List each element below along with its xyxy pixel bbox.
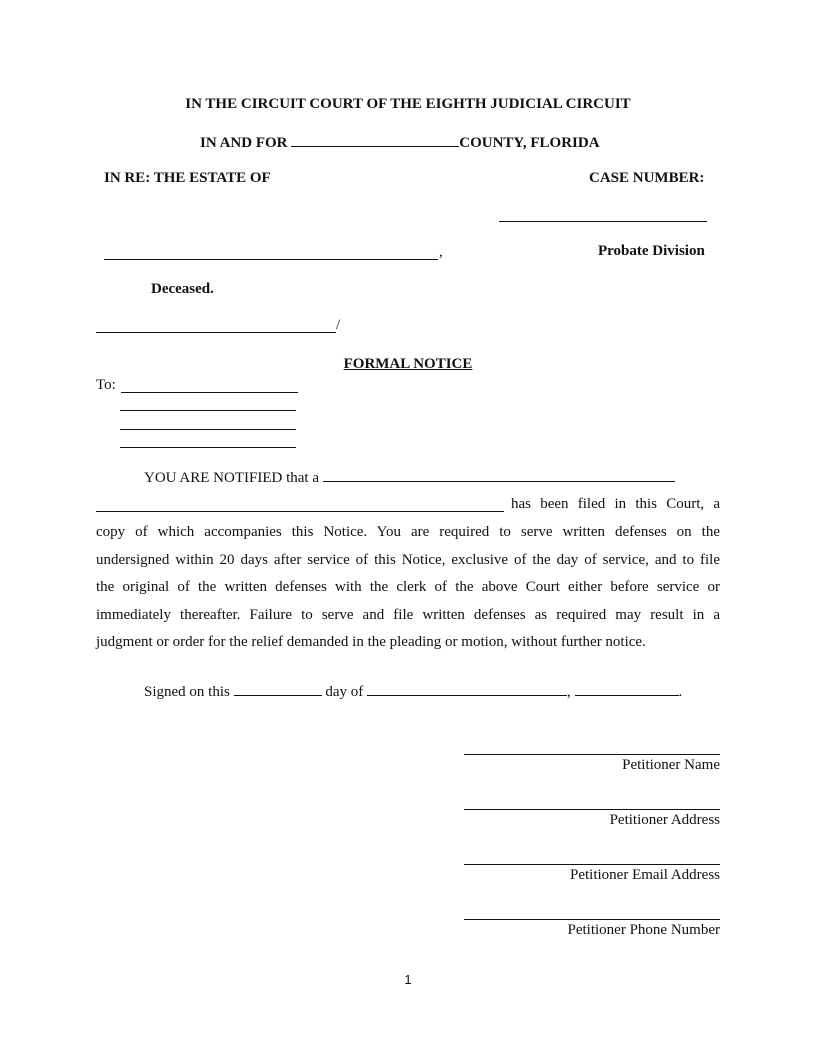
document-type-blank[interactable] [323,468,675,482]
county-prefix: IN AND FOR [200,135,292,151]
to-blank-3[interactable] [120,429,296,430]
body-line-5: the original of the written defenses with the clerk of the above Court either before service or [96,579,720,596]
body-line-2: has been filed in this Court, a [511,496,720,512]
page-number: 1 [404,972,412,987]
to-blank-4[interactable] [120,447,296,448]
court-title: IN THE CIRCUIT COURT OF THE EIGHTH JUDICIAL CIRCUIT [185,96,631,112]
caption-slash: / [336,317,341,333]
body-line-6: immediately thereafter. Failure to serve and file written defenses as required may result in a [96,606,720,623]
notice-paragraph [96,519,720,657]
petitioner-email-label: Petitioner Email Address [570,867,720,883]
petitioner-phone-label: Petitioner Phone Number [567,922,720,938]
notified-intro [144,468,675,487]
petitioner-address-label: Petitioner Address [609,812,720,828]
signed-prefix: Signed on this [144,684,234,700]
signed-line [144,682,682,701]
document-type-blank-2[interactable] [96,511,504,512]
signed-period: . [678,684,683,700]
in-re-label: IN RE: THE ESTATE OF [104,170,271,186]
to-blank-2[interactable] [120,410,296,411]
to-blank-1[interactable] [121,392,298,393]
county-blank[interactable] [291,133,459,147]
signed-day-blank[interactable] [234,682,322,696]
decedent-comma: , [439,244,443,260]
petitioner-phone-blank[interactable] [464,919,720,920]
signed-year-blank[interactable] [575,682,679,696]
body-line-7: judgment or order for the relief demanded in the pleading or motion, without further notice. [96,634,646,651]
signed-comma: , [567,684,575,700]
notice-title: FORMAL NOTICE [343,356,473,372]
decedent-name-blank[interactable] [104,259,438,260]
signed-month-blank[interactable] [367,682,567,696]
notified-text: YOU ARE NOTIFIED that a [144,470,323,486]
case-number-blank[interactable] [499,221,707,222]
case-number-label: CASE NUMBER: [589,170,705,186]
signed-day-of: day of [321,684,367,700]
deceased-label: Deceased. [151,281,214,297]
probate-division: Probate Division [598,243,705,259]
body-line-3: copy of which accompanies this Notice. You are required to serve written defenses on the [96,524,720,540]
petitioner-email-blank[interactable] [464,864,720,865]
county-suffix: COUNTY, FLORIDA [459,135,600,151]
county-line [200,133,600,152]
body-line-4: undersigned within 20 days after service of this Notice, exclusive of the day of service, and to file [96,551,720,568]
to-label: To: [96,377,116,393]
petitioner-address-blank[interactable] [464,809,720,810]
caption-end-blank[interactable] [96,332,336,333]
petitioner-name-label: Petitioner Name [622,757,720,773]
petitioner-name-blank[interactable] [464,754,720,755]
